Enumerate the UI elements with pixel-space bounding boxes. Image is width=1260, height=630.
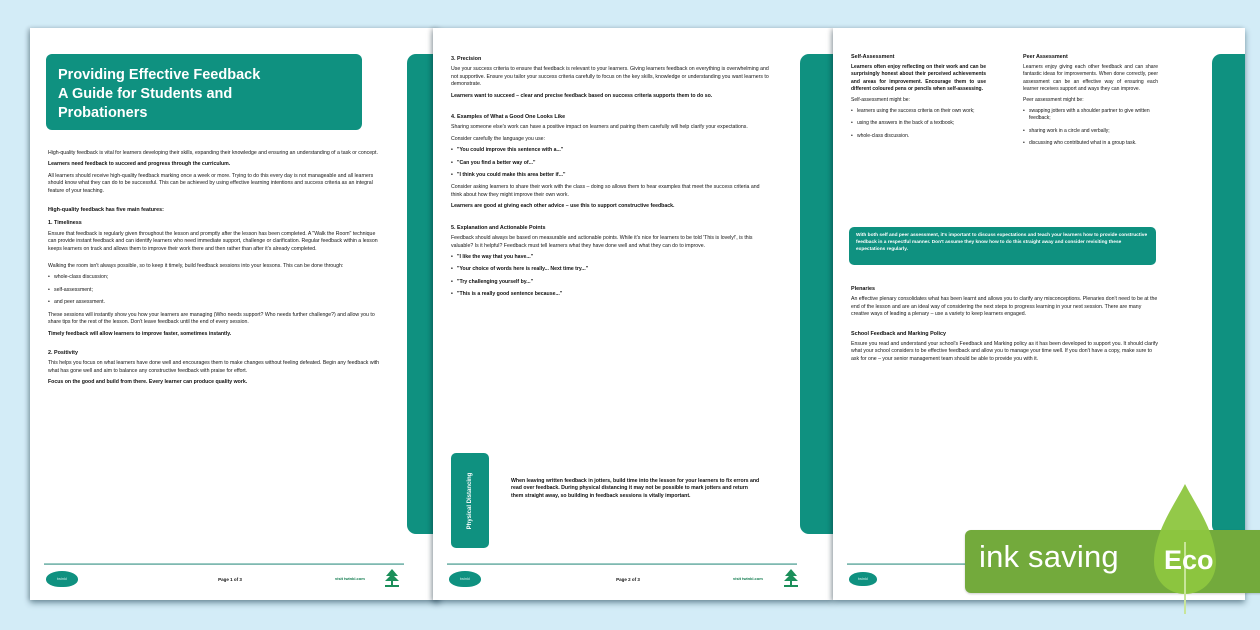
list-item: • "I like the way that you have..." — [451, 254, 769, 261]
paragraph: Ensure that feedback is regularly given throughout the lesson and promptly after the lesson has been completed. A "Walk the Room" technique can provide instant feedback and can identify learners who need immediate support, challenge or clarification. Regular feedback within a lesson keeps learners on track and allows them to improve their work there and then rather than after it's already completed. — [48, 230, 378, 252]
intro-paragraph: All learners should receive high-quality feedback marking once a week or more. Trying to do this every day is not manageable and all learners should know what they can do to be successful. This can be achieved by using effective learning intentions and success criteria as an integral feature of your teaching. — [48, 172, 374, 194]
title-line: A Guide for Students and — [58, 86, 233, 102]
title-line: Probationers — [58, 105, 148, 121]
footer-link-text: visit twinkl.com — [733, 576, 763, 581]
paragraph: Sharing someone else's work can have a positive impact on learners and pairing them carefully will help clarify your expectations. — [451, 124, 748, 131]
plenaries-heading: Plenaries — [851, 286, 875, 292]
self-assessment-column — [851, 54, 986, 145]
list-item: • discussing who contributed what in a group task. — [1023, 140, 1158, 147]
section-heading-precision: 3. Precision — [451, 56, 482, 62]
section-heading-positivity: 2. Positivity — [48, 349, 78, 356]
tab-label: Physical Distancing — [467, 472, 473, 529]
footer-link-text: visit twinkl.com — [335, 576, 365, 581]
emphasis: Learners are good at giving each other advice – use this to support constructive feedback. — [451, 203, 675, 210]
intro-paragraph: High-quality feedback is vital for learners developing their skills, expanding their knowledge and ensuring an understanding of a task or concept. — [48, 150, 378, 156]
list-item: • whole-class discussion. — [851, 133, 986, 140]
self-assessment-heading: Self-Assessment — [851, 54, 895, 60]
page-number: Page 1 of 3 — [218, 577, 242, 582]
explanation-list — [451, 254, 769, 299]
footer-divider — [447, 563, 797, 565]
section-heading-examples: 4. Examples of What a Good One Looks Like — [451, 114, 566, 121]
paragraph: Self-assessment might be: — [851, 97, 910, 104]
twinkl-logo: twinkl — [449, 571, 481, 587]
tree-icon — [783, 568, 799, 588]
list-item: • using the answers in the back of a textbook; — [851, 120, 986, 127]
features-heading: High-quality feedback has five main features: — [48, 207, 164, 214]
title-line: Providing Effective Feedback — [58, 67, 261, 83]
peer-assessment-column — [1023, 54, 1158, 152]
list-item: • learners using the success criteria on their own work; — [851, 108, 986, 115]
paragraph: This helps you focus on what learners have done well and encourages them to make changes without feeling defeated. Begin any feedback with what has gone well and aim to balance any constructive feedback with praise for effort. — [48, 360, 380, 374]
page-1-body — [48, 150, 383, 391]
paragraph: Consider carefully the language you use: — [451, 135, 546, 142]
list-item: • swapping jotters with a shoulder partner to give written feedback; — [1023, 108, 1158, 122]
document-page-1 — [30, 28, 440, 600]
twinkl-logo: twinkl — [46, 571, 78, 587]
list-item: • "Your choice of words here is really... Next time try..." — [451, 266, 769, 273]
paragraph: Walking the room isn't always possible, so to keep it timely, build feedback sessions into your lessons. This can be done through: — [48, 263, 344, 270]
paragraph: Consider asking learners to share their work with the class – doing so allows them to hear examples that meet the success criteria and think about how they might improve their own work. — [451, 184, 760, 198]
page-3-body — [851, 286, 1159, 367]
twinkl-logo: twinkl — [849, 572, 877, 586]
assessment-callout: With both self and peer assessment, it's important to discuss expectations and teach your learners how to provide constructive feedback in a respectful manner. Don't assume they know how to do this straight away and consider revisiting these expectations regularly. — [849, 227, 1156, 265]
examples-list — [451, 147, 769, 179]
list-item: • sharing work in a circle and verbally; — [1023, 128, 1158, 135]
peer-assessment-heading: Peer Assessment — [1023, 54, 1068, 60]
list-item: • "Can you find a better way of..." — [451, 160, 769, 167]
side-tab — [800, 54, 833, 534]
policy-heading: School Feedback and Marking Policy — [851, 330, 946, 337]
emphasis: Learners want to succeed – clear and precise feedback based on success criteria supports them to do so. — [451, 92, 713, 99]
paragraph: Learners often enjoy reflecting on their work and can be surprisingly honest about their perceived achievements and areas for improvement. Encourage them to use different coloured pens or pencils when self-assessing. — [851, 64, 986, 92]
document-page-2 — [433, 28, 833, 600]
paragraph: Feedback should always be based on measurable and actionable points. While it's nice for learners to be told 'This is lovely!', is this valuable? Is it helpful? Feedback must tell learners what they have done well and what they can do to improve. — [451, 235, 753, 249]
paragraph: Ensure you read and understand your school's Feedback and Marking policy as it has been developed to support you. It should clarify what your school considers to be effective feedback and allow you to manage your time well. If you don't have a copy, make sure to ask for one – your senior management team should be able to provide you with it. — [851, 341, 1158, 362]
list-item: • "I think you could make this area better if..." — [451, 172, 769, 179]
side-tab — [1212, 54, 1245, 534]
footer-divider — [44, 563, 404, 565]
list-item: • "This is a really good sentence because..." — [451, 291, 769, 298]
section-heading-explanation: 5. Explanation and Actionable Points — [451, 224, 546, 231]
paragraph: Use your success criteria to ensure that feedback is relevant to your learners. Giving learners feedback on everything is overwhelming and not supportive. Ensure you tailor your success criteria carefully to focus on the key skills, knowledge or understanding you want learners to demonstrate. — [451, 66, 769, 88]
intro-emphasis: Learners need feedback to succeed and progress through the curriculum. — [48, 161, 231, 168]
document-title — [46, 54, 362, 130]
self-assessment-list — [851, 108, 986, 140]
ink-saving-label: ink saving — [979, 539, 1119, 574]
emphasis: Focus on the good and build from there. Every learner can produce quality work. — [48, 379, 248, 386]
list-item: • whole-class discussion; — [48, 274, 383, 281]
eco-label: Eco — [1164, 545, 1214, 575]
tree-icon — [384, 568, 400, 588]
paragraph: Learners enjoy giving each other feedback and can share fantastic ideas for improvements. When done correctly, peer assessment can be an effective way of ensuring each learner receives support and ways they can improve. — [1023, 64, 1158, 92]
page-number: Page 2 of 3 — [616, 577, 640, 582]
list-item: • "You could improve this sentence with a..." — [451, 147, 769, 154]
paragraph: These sessions will instantly show you how your learners are managing (Who needs support? Who needs further challenge?) and allow you to share tips for the rest of the lesson. Don't leave feedback until the end of every session. — [48, 311, 375, 326]
paragraph: Peer assessment might be: — [1023, 97, 1084, 104]
list-item: • "Try challenging yourself by..." — [451, 279, 769, 286]
timeliness-list — [48, 274, 383, 306]
list-item: • and peer assessment. — [48, 299, 383, 306]
section-heading-timeliness: 1. Timeliness — [48, 220, 82, 227]
physical-distancing-tab — [451, 453, 489, 548]
emphasis: Timely feedback will allow learners to improve faster, sometimes instantly. — [48, 330, 232, 337]
paragraph: An effective plenary consolidates what has been learnt and allows you to clarify any misconceptions. Plenaries don't need to be at the end of the lesson and are an ideal way of considering the next steps to progress learning in your next session. There are many creative ways of leading a plenary – use a variety to keep learners engaged. — [851, 296, 1158, 318]
list-item: • self-assessment; — [48, 287, 383, 294]
page-2-body — [451, 56, 769, 304]
peer-assessment-list — [1023, 108, 1158, 147]
physical-distancing-text — [511, 478, 761, 504]
paragraph: When leaving written feedback in jotters, build time into the lesson for your learners to fix errors and read over feedback. During physical distancing it may not be possible to mark jotters and return them straight away, so building in feedback sessions is vitally important. — [511, 478, 760, 499]
